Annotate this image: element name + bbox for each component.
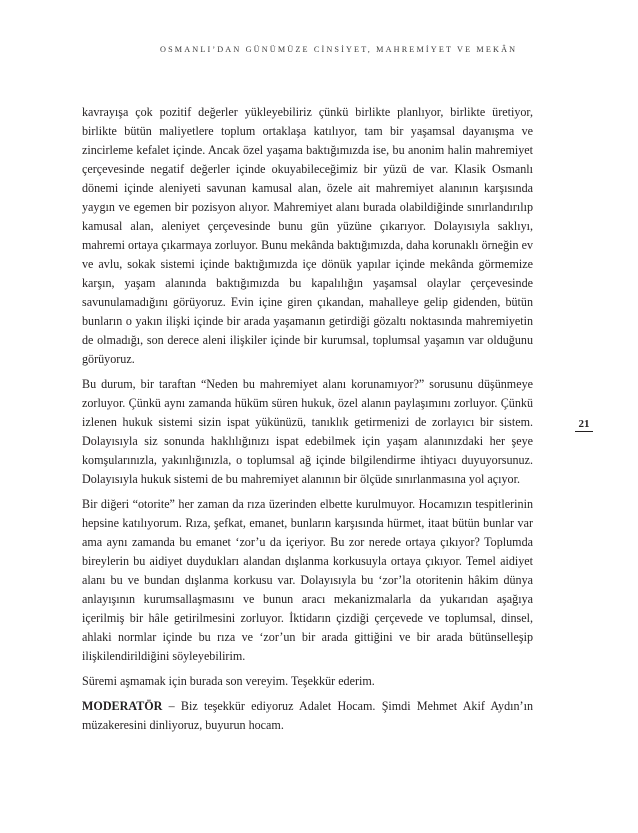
paragraph-2: Bu durum, bir taraftan “Neden bu mahremiyet alanı korunamıyor?” sorusunu düşünmeye zorluyor. Çünkü aynı zamanda hüküm süren hukuk, özel alanın paylaşımını zorluyor. Çünkü izlenen hukuk sistemi sizin ispat yükünüzü, tanıklık getirmenizi de zorlayıcı bir sistem. Dolayısıyla siz sonunda haklılığınızı ispat edebilmek için yaşam alanınızdaki her şeye komşularınızla, yakınlığınızla, o toplumsal ağ içinde bilgilendirme ihtiyacı duyuyorsunuz. Dolayısıyla hukuk sistemi de bu mahremiyet alanının bir ölçüde sınırlanmasına yol açıyor.: [82, 377, 533, 486]
body-text: [82, 103, 533, 741]
page-number: 21: [575, 418, 593, 432]
running-header: OSMANLI’DAN GÜNÜMÜZE CİNSİYET, MAHREMİYET VE MEKÂN: [160, 45, 518, 54]
moderator-paragraph: [82, 697, 533, 735]
paragraph-3: Bir diğeri “otorite” her zaman da rıza üzerinden elbette kurulmuyor. Hocamızın tespitlerinin hepsine katılıyorum. Rıza, şefkat, emanet, bunların karşısında hürmet, itaat bütün bunlar var ama aynı zamanda bu emanet ‘zor’u da içeriyor. Bu zor nerede ortaya çıkıyor? Toplumda bireylerin bu aidiyet duydukları alandan dışlanma korkusuyla ortaya çıkıyor. Temel aidiyet alanı bu ve bundan dışlanma korkusu var. Dolayısıyla bu ‘zor’la otoritenin hâkim dünya anlayışının kurumsallaşmasını ve bunun aracı mekanizmalarla da yukarıdan aşağıya içerilmiş bir hâle getirilmesini zorluyor. İktidarın çizdiği çerçevede ve toplumsal, dinsel, ahlaki normlar içinde bu rıza ve ‘zor’un bir arada gittiğini ve bir arada bütünselleşip ilişkilendirildiğini söyleyebilirim.: [82, 497, 533, 663]
paragraph-4: Süremi aşmamak için burada son vereyim. Teşekkür ederim.: [82, 674, 375, 688]
paragraph-1: kavrayışa çok pozitif değerler yükleyebiliriz çünkü birlikte planlıyor, birlikte üretiyor, birlikte bütün maliyetlere toplum ortaklaşa katılıyor, tam bir yaşamsal dayanışma ve zincirleme kefalet içinde. Ancak özel yaşama baktığımızda ise, bu anonim halin mahremiyet çerçevesinde negatif değerler içinde okuyabileceğimiz bir yüzü de var. Klasik Osmanlı dönemi içinde aleniyeti savunan kamusal alan, özele ait mahremiyet alanının karşısında yaygın ve egemen bir pozisyon alıyor. Mahremiyet alanı burada olabildiğinde sınırlandırılıp kamusal alan, aleniyet çerçevesinde bunu gün yüzüne çıkarıyor. Dolayısıyla saklıyı, mahremi ortaya çıkarmaya zorluyor. Bunu mekânda baktığımızda, daha korunaklı örneğin ev ve avlu, sokak sistemi içinde baktığımızda içe dönük yapılar içinde mekânda görmemize karşın, yaşam alanında baktığımızda bu kapalılığın yaşamsal olaylar çerçevesinde savunulamadığını görüyoruz. Evin içine giren çıkandan, mahalleye gelip gidenden, bütün bunların o yakın ilişki içinde bir arada yaşamanın getirdiği gözaltı noktasında mahremiyetin de olmadığı, son derece aleni ilişkiler içinde bir kurumsal, toplumsal yaşamın var olduğunu görüyoruz.: [82, 105, 533, 366]
moderator-text: – Biz teşekkür ediyoruz Adalet Hocam. Şimdi Mehmet Akif Aydın’ın müzakeresini dinliyoruz, buyurun hocam.: [82, 699, 533, 732]
speaker-label: MODERATÖR: [82, 699, 163, 713]
